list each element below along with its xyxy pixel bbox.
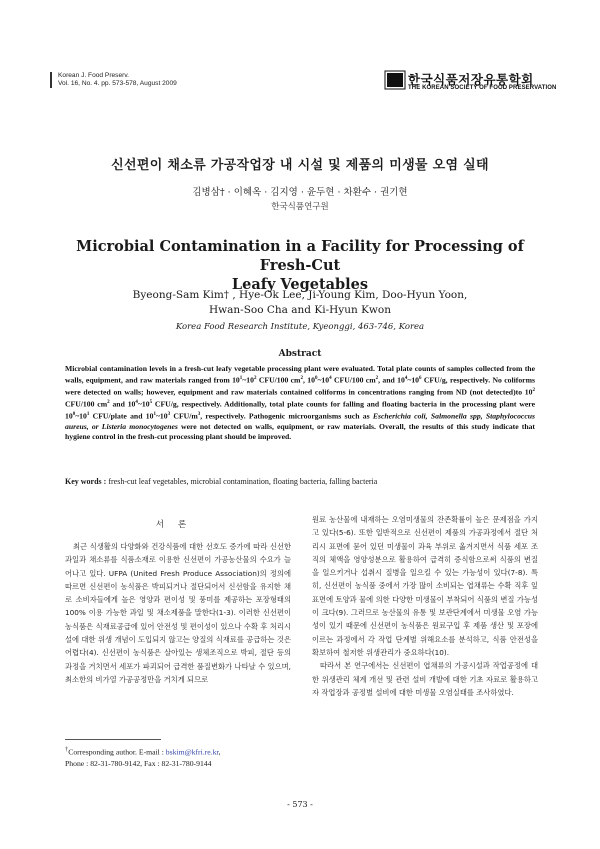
society-name-ko: 한국식품저장유통학회: [408, 72, 534, 87]
english-authors-line1: Byeong-Sam Kim† , Hye-Ok Lee, Ji-Young Kim, Doo-Hyun Yoon,: [132, 289, 468, 301]
society-logo-icon: [384, 70, 406, 90]
right-column: [312, 513, 538, 699]
intro-paragraph-1: 최근 식생활의 다양화와 건강식품에 대한 선호도 증가에 따라 신선한 과일과 채소류를 식품소재로 이용한 신선편이 가공농산물의 수요가 늘어나고 있다. UFPA (United Fresh Produce Association)의 정의에 따르면 신선편이 농식품은 박피되거나 절단되어서 신선함을 유지한 채로 소비자들에게 높은 영양과 편이성 및 풍미를 제공하는 포장형태의 100% 이용 가능한 과일 및 채소제품을 말한다(1-3). 이러한 신선편이 농식품은 식재료공급에 있어 안전성 및 편이성이 있으나 수확 후 처리시설에 대한 위생 개념이 도입되지 않고는 양질의 식재료를 공급하는 것은 어렵다(4). 신선편이 농식품은 살아있는 생체조직으로 박피, 절단 등의 과정을 거치면서 세포가 파괴되어 급격한 품질변화가 나타날 수 있으며, 최소한의 비가열 가공공정만을 거치게 되므로: [65, 542, 291, 684]
keywords-text: fresh-cut leaf vegetables, microbial contamination, floating bacteria, falling bacteria: [106, 477, 378, 486]
footnote: †Corresponding author. E-mail : bskim@kfri.re.kr, Phone : 82-31-780-9142, Fax : 82-31-780-9144: [65, 744, 295, 769]
intro-paragraph-2: 원료 농산물에 내재하는 오염미생물의 잔존확률이 높은 문제점을 가지고 있다(5-6). 또한 일반적으로 신선편이 제품의 가공과정에서 절단 처리시 표면에 묻어 있던 미생물이 과육 부위로 옮겨지면서 식품 세포 조직의 체액을 영양성분으로 활용하여 급격히 증식함으로써 식품의 변질을 일으키거나 섭취시 질병을 일으킬 수 있는 가능성이 있다(7-8). 특히, 신선편이 농식품 중에서 가장 많이 소비되는 엽채류는 수확 직후 잎 표면에 토양과 물에 의한 다양한 미생물이 부착되어 식품의 변질 가능성이 크다(9). 그러므로 농산물의 유통 및 보관단계에서 미생물 오염 가능성이 있기 때문에 신선편이 농식품은 원료구입 후 제품 생산 및 포장에 이르는 과정에서 각 작업 단계별 위해요소를 분석하고, 식품 안전성을 확보하여 철저한 위생관리가 중요하다(10).: [312, 515, 538, 657]
korean-affiliation: 한국식품연구원: [271, 202, 329, 212]
society-header: [384, 70, 574, 96]
left-column: [65, 540, 291, 686]
english-title-line1: Microbial Contamination in a Facility for Processing of Fresh-Cut: [76, 238, 524, 274]
email-link[interactable]: bskim@kfri.re.kr: [165, 747, 219, 757]
section-heading-introduction: 서론: [155, 520, 201, 530]
journal-name: Korean J. Food Preserv.: [58, 72, 129, 79]
journal-info: [50, 72, 308, 88]
korean-authors: 김병삼† · 이혜옥 · 김지영 · 윤두현 · 차환수 · 권기현: [192, 187, 408, 198]
society-name-en: THE KOREAN SOCIETY OF FOOD PRESERVATION: [408, 85, 557, 91]
english-title: [60, 237, 540, 294]
abstract-body: Microbial contamination levels in a fresh-cut leafy vegetable processing plant were evaluated. Total plate counts of samples collected from the walls, equipment, and raw materials ranged from $10^1\sim 10^2$ CFU/100 $cm^2$, $10^0\sim 10^4$ CFU/100 $cm^2$, and $10^4\sim 10^6$ CFU/g, respectively. No coliforms were detected on walls; however, equipment and raw materials contained coliforms in concentrations ranging from ND (not detected)to $10^2$ CFU/100 $cm^2$ and $10^4\sim 10^5$ CFU/g, respectively. Additionally, total plate counts for falling and floating bacteria in the processing plant were $10^0\sim 10^1$ CFU/plate and $10^1\sim 10^3$ CFU/$m^3$, respectively. Pathogenic microorganisms such as Escherichia coli, Salmonella spp, Staphylococcus aureus, or Listeria monocytogenes were not detected on walls, equipment, or raw materials. Overall, the results of this study indicate that hygiene control in the fresh-cut processing plant should be improved.: [65, 364, 536, 442]
page-number: - 573 -: [287, 800, 313, 809]
english-authors: [60, 288, 540, 318]
abstract-heading: Abstract: [278, 349, 322, 359]
footnote-divider: [65, 739, 161, 740]
journal-volume: Vol. 16, No. 4. pp. 573-578, August 2009: [58, 80, 177, 87]
keywords: [65, 477, 535, 486]
keywords-label: Key words :: [65, 477, 107, 486]
english-authors-line2: Hwan-Soo Cha and Ki-Hyun Kwon: [209, 304, 391, 316]
intro-paragraph-3: 따라서 본 연구에서는 신선편이 엽채류의 가공시설과 작업공정에 대한 위생관리 체계 개선 및 관련 설비 개발에 대한 기초 자료로 활용하고자 작업장과 공정별 설비에 대한 미생물 오염실태를 조사하였다.: [312, 661, 538, 697]
footnote-mark: †: [65, 746, 69, 753]
english-affiliation: Korea Food Research Institute, Kyeonggi, 463-746, Korea: [175, 322, 425, 332]
english-title-line2: Leafy Vegetables: [231, 276, 369, 293]
korean-title: 신선편이 채소류 가공작업장 내 시설 및 제품의 미생물 오염 실태: [111, 158, 489, 173]
footnote-phone: Phone : 82-31-780-9142, Fax : 82-31-780-9144: [65, 758, 212, 768]
